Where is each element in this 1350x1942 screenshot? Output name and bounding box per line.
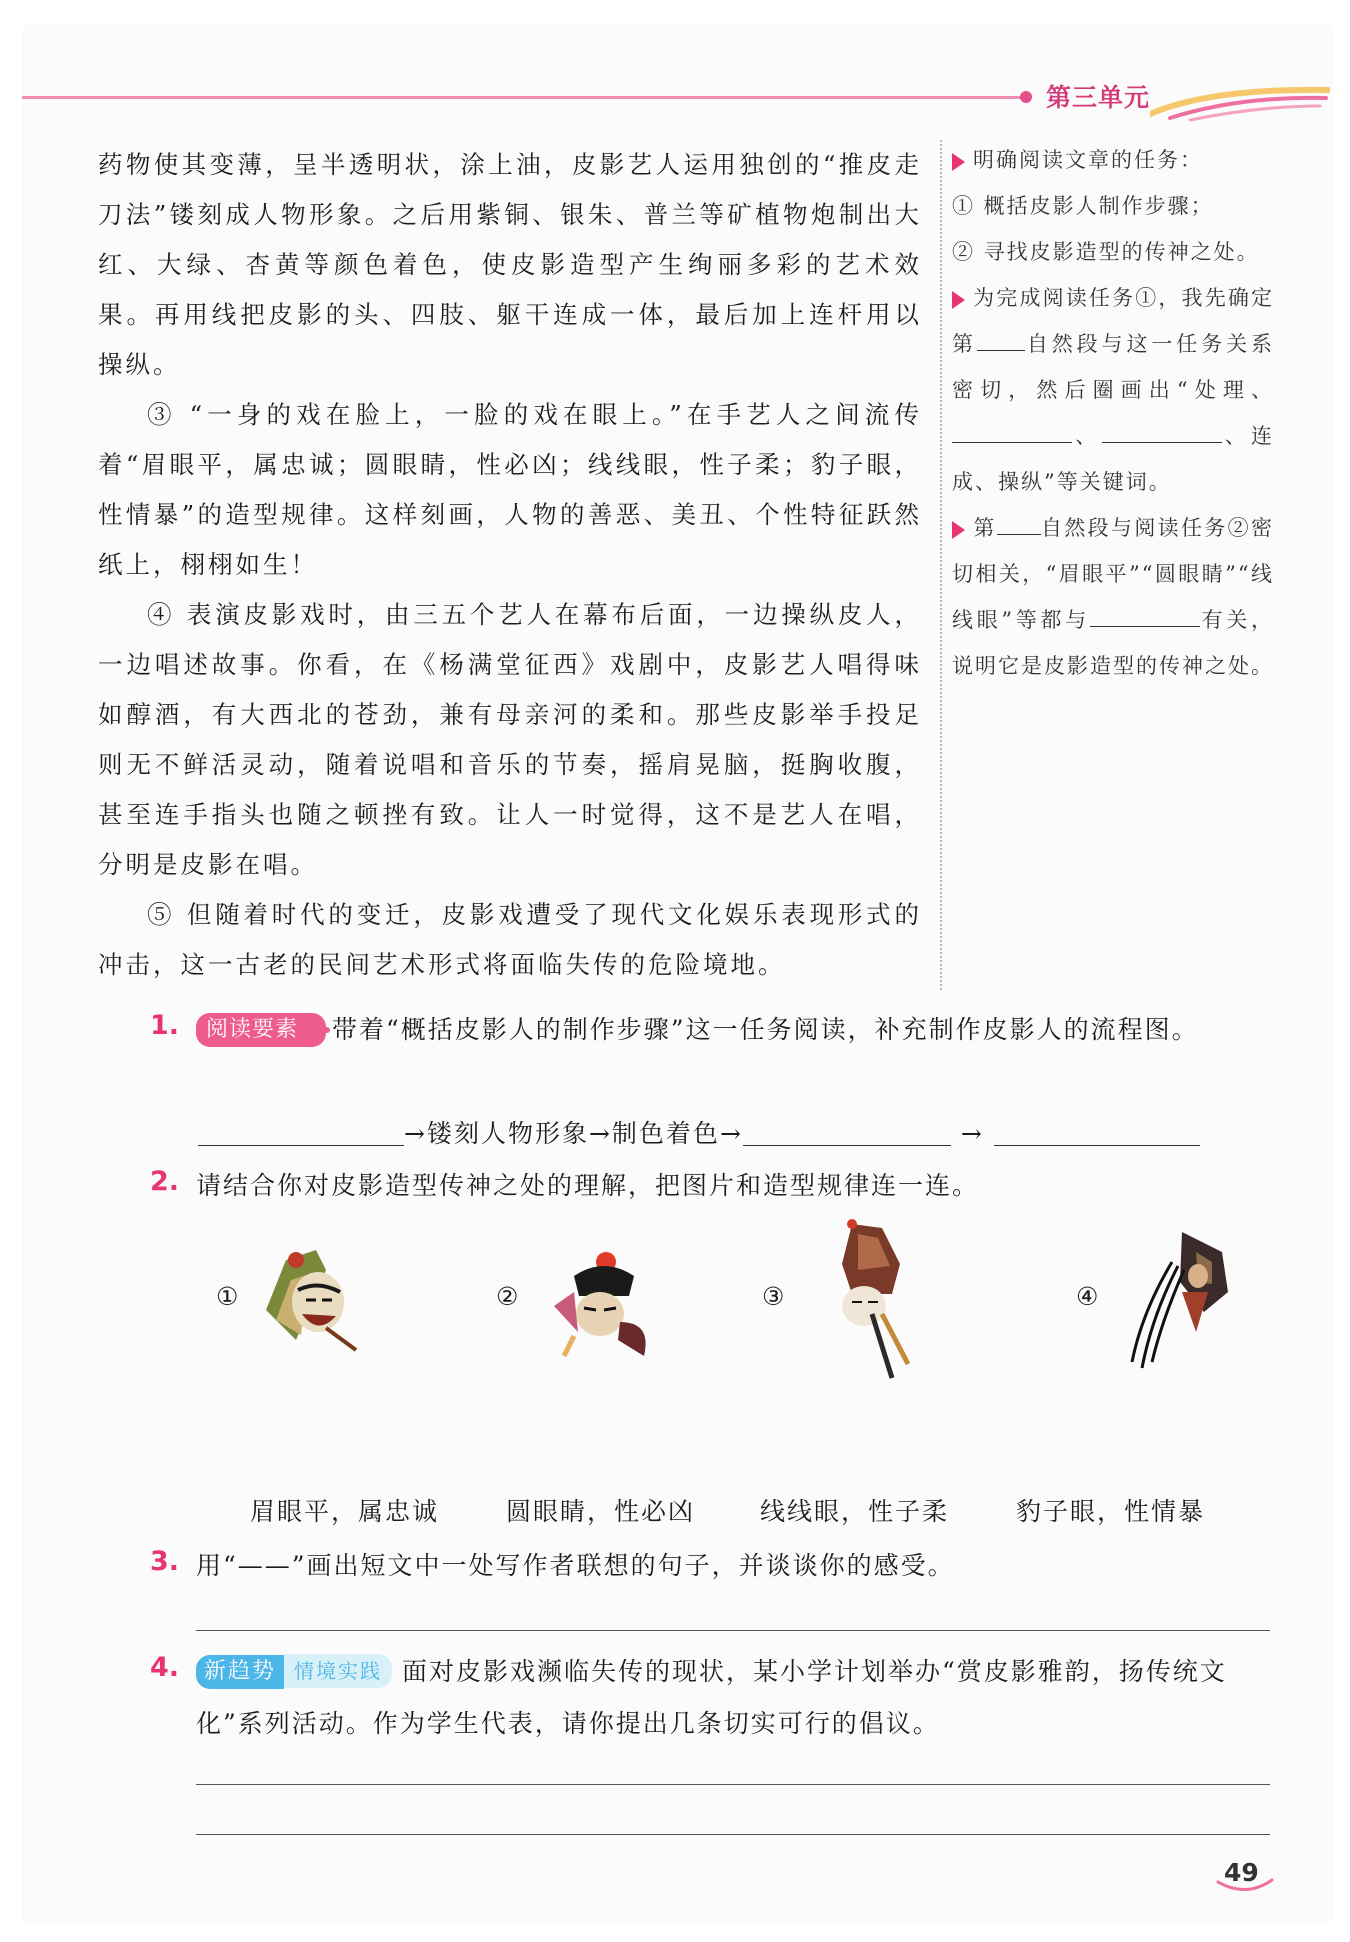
- header-dot: [1020, 91, 1032, 103]
- fill-blank-paragraph-2[interactable]: [997, 511, 1041, 535]
- picture-label-1: ①: [216, 1282, 239, 1311]
- pink-triangle-icon: [952, 153, 965, 171]
- note-task2-method: 第 自然段与阅读任务②密切相关，“眉眼平”“圆眼睛”“线线眼”等都与 有关，说明它是皮影造型的传神之处。: [952, 505, 1274, 689]
- rule-option-1[interactable]: 眉眼平，属忠诚: [250, 1497, 440, 1526]
- question-1-text: 阅读要素 带着“概括皮影人的制作步骤”这一任务阅读，补充制作皮影人的流程图。: [196, 1004, 1272, 1056]
- shadow-puppet-image-4[interactable]: [1132, 1232, 1228, 1368]
- question-3-number: 3.: [150, 1546, 180, 1577]
- page-number: 49: [1224, 1858, 1259, 1887]
- question-4-number: 4.: [150, 1652, 180, 1683]
- fill-blank-keyword-2[interactable]: [1102, 419, 1222, 443]
- flow-blank-3[interactable]: [994, 1115, 1200, 1146]
- note-task-intro: 明确阅读文章的任务： ① 概括皮影人制作步骤； ② 寻找皮影造型的传神之处。: [952, 137, 1274, 275]
- pink-triangle-icon: [952, 521, 965, 539]
- passage-paragraph-3: ③ “一身的戏在脸上，一脸的戏在眼上。”在手艺人之间流传着“眉眼平，属忠诚；圆眼睛，性必凶；线线眼，性子柔；豹子眼，性情暴”的造型规律。这样刻画，人物的善恶、美丑、个性特征跃然纸上，栩栩如生！: [98, 400, 922, 579]
- header-rule: [22, 96, 1022, 99]
- picture-label-4: ④: [1076, 1282, 1099, 1311]
- note-task-2: ② 寻找皮影造型的传神之处。: [952, 240, 1260, 264]
- passage-paragraph-4: ④ 表演皮影戏时，由三五个艺人在幕布后面，一边操纵皮人，一边唱述故事。你看，在《杨满堂征西》戏剧中，皮影艺人唱得味如醇酒，有大西北的苍劲，兼有母亲河的柔和。那些皮影举手投足则无不鲜活灵动，随着说唱和音乐的节奏，摇肩晃脑，挺胸收腹，甚至连手指头也随之顿挫有致。让人一时觉得，这不是艺人在唱，分明是皮影在唱。: [98, 600, 922, 879]
- passage-paragraph-5: ⑤ 但随着时代的变迁，皮影戏遭受了现代文化娱乐表现形式的冲击，这一古老的民间艺术形式将面临失传的危险境地。: [98, 900, 922, 979]
- shadow-puppet-image-2[interactable]: [554, 1252, 646, 1356]
- flow-step-color: 制色着色: [611, 1119, 720, 1148]
- question-2-number: 2.: [150, 1166, 180, 1197]
- flow-step-carve: 镂刻人物形象: [426, 1119, 589, 1148]
- rule-option-3[interactable]: 线线眼，性子柔: [760, 1497, 950, 1526]
- question-1-number: 1.: [150, 1010, 180, 1041]
- reading-notes: [952, 137, 1274, 689]
- picture-label-3: ③: [762, 1282, 785, 1311]
- flow-blank-2[interactable]: [743, 1115, 951, 1146]
- note-task1-method: 为完成阅读任务①，我先确定第 自然段与这一任务关系密切，然后圈画出“处理、、 、连成、操纵”等关键词。: [952, 286, 1275, 494]
- context-practice-badge: 情境实践: [284, 1654, 392, 1688]
- flow-blank-1[interactable]: [198, 1115, 404, 1146]
- rule-option-2[interactable]: 圆眼睛，性必凶: [506, 1497, 696, 1526]
- rule-option-4[interactable]: 豹子眼，性情暴: [1016, 1497, 1206, 1526]
- header-swoosh-decoration: [1150, 82, 1330, 122]
- question-2-text: 请结合你对皮影造型传神之处的理解，把图片和造型规律连一连。: [196, 1171, 980, 1200]
- unit-title: 第三单元: [1046, 83, 1151, 112]
- shadow-puppet-image-1[interactable]: [256, 1240, 376, 1360]
- pink-triangle-icon: [952, 291, 965, 309]
- fill-blank-keyword-1[interactable]: [952, 419, 1072, 443]
- question-4-text: 新趋势 情境实践 面对皮影戏濒临失传的现状，某小学计划举办“赏皮影雅韵，扬传统文化”系列活动。作为学生代表，请你提出几条切实可行的倡议。: [196, 1646, 1272, 1750]
- reading-element-badge: 阅读要素: [196, 1013, 326, 1047]
- column-divider: [940, 140, 942, 990]
- new-trend-badge: 新趋势: [196, 1655, 284, 1689]
- fill-blank-feature[interactable]: [1090, 603, 1200, 627]
- question-4-answer-line-2[interactable]: [196, 1834, 1270, 1835]
- reading-passage: [98, 140, 922, 990]
- note-task-1: ① 概括皮影人制作步骤；: [952, 194, 1214, 218]
- picture-label-2: ②: [496, 1282, 519, 1311]
- question-4-answer-line-1[interactable]: [196, 1784, 1270, 1785]
- passage-paragraph-2-cont: 药物使其变薄，呈半透明状，涂上油，皮影艺人运用独创的“推皮走刀法”镂刻成人物形象。之后用紫铜、银朱、普兰等矿植物炮制出大红、大绿、杏黄等颜色着色，使皮影造型产生绚丽多彩的艺术效果。再用线把皮影的头、四肢、躯干连成一体，最后加上连杆用以操纵。: [98, 150, 922, 379]
- page-number-swoosh-decoration: [1216, 1876, 1276, 1896]
- question-1-flowchart: →镂刻人物形象→制色着色→ →: [198, 1108, 1200, 1160]
- shadow-puppet-image-3[interactable]: [842, 1219, 908, 1378]
- fill-blank-paragraph[interactable]: [977, 327, 1025, 351]
- question-3-text: 用“——”画出短文中一处写作者联想的句子，并谈谈你的感受。: [196, 1551, 955, 1580]
- question-3-answer-line[interactable]: [196, 1630, 1270, 1631]
